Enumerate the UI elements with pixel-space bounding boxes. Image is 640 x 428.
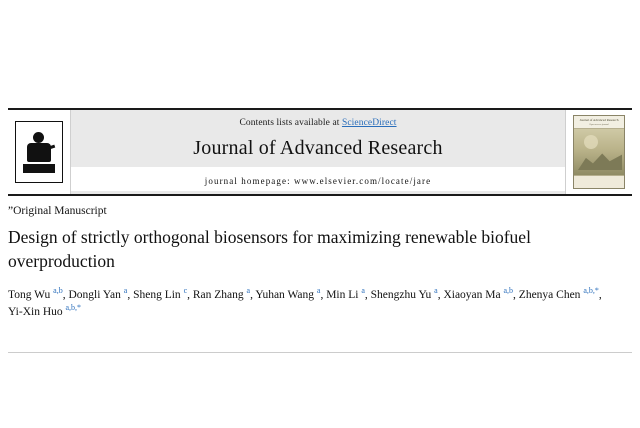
cover-subtitle-text: Open access journal — [589, 123, 609, 126]
author-affiliation-marker: a,b,* — [65, 303, 82, 313]
journal-homepage-link[interactable]: journal homepage: www.elsevier.com/locate/jare — [204, 175, 432, 186]
elsevier-tree-logo-icon — [15, 121, 63, 183]
section-divider — [8, 352, 632, 353]
contents-available-line — [239, 118, 396, 128]
author-name: Yi-Xin Huo — [8, 306, 66, 318]
masthead-center — [71, 110, 565, 194]
emblem-head — [33, 132, 44, 143]
sciencedirect-link[interactable]: ScienceDirect — [341, 117, 397, 128]
emblem-base — [23, 164, 55, 173]
author-affiliation-marker: a — [361, 286, 365, 296]
author-affiliation-marker: a — [434, 286, 438, 296]
author-name: Zhenya Chen — [518, 289, 584, 301]
author-separator: , — [187, 289, 193, 301]
publisher-emblem — [8, 110, 71, 194]
author-separator: , — [250, 289, 256, 301]
author-affiliation-marker: a — [246, 286, 251, 296]
journal-cover-thumbnail[interactable] — [565, 110, 632, 194]
article-heading — [8, 205, 632, 321]
author-name: Ran Zhang — [192, 289, 247, 301]
manuscript-type-label: ”Original Manuscript — [8, 205, 107, 217]
cover-image — [573, 115, 625, 189]
author-name: Sheng Lin — [133, 289, 184, 301]
author-name: Tong Wu — [8, 289, 54, 301]
author-separator: , — [127, 289, 134, 301]
author-affiliation-marker: a,b — [503, 286, 514, 296]
author-separator: , — [513, 289, 519, 301]
author-separator: , — [437, 289, 444, 301]
author-separator: , — [320, 289, 327, 301]
journal-homepage-bar — [71, 167, 565, 191]
author-list — [8, 287, 618, 321]
author-affiliation-marker: c — [183, 286, 188, 296]
author-affiliation-marker: a,b,* — [583, 286, 599, 296]
cover-title-text: Journal of Advanced Research — [579, 118, 619, 122]
author-name: Dongli Yan — [68, 289, 124, 301]
author-affiliation-marker: a — [123, 286, 128, 296]
author-separator: , — [62, 289, 69, 301]
author-separator: , — [364, 289, 371, 301]
journal-title: Journal of Advanced Research — [193, 136, 443, 159]
emblem-figure — [22, 129, 56, 175]
author-name: Yuhan Wang — [255, 289, 317, 301]
author-affiliation-marker: a,b — [53, 286, 63, 296]
author-name: Shengzhu Yu — [370, 289, 435, 301]
page-title: Design of strictly orthogonal biosensors for maximizing renewable biofuel overproduction — [8, 227, 531, 271]
author-separator: , — [598, 289, 602, 301]
journal-masthead — [8, 108, 632, 196]
cover-title — [574, 116, 624, 129]
author-name: Min Li — [326, 289, 362, 301]
author-affiliation-marker: a — [316, 286, 321, 296]
author-name: Xiaoyan Ma — [443, 289, 504, 301]
cover-footer-band — [574, 175, 624, 188]
cover-artwork — [574, 129, 624, 176]
contents-prefix-text: Contents lists available at — [239, 117, 342, 128]
